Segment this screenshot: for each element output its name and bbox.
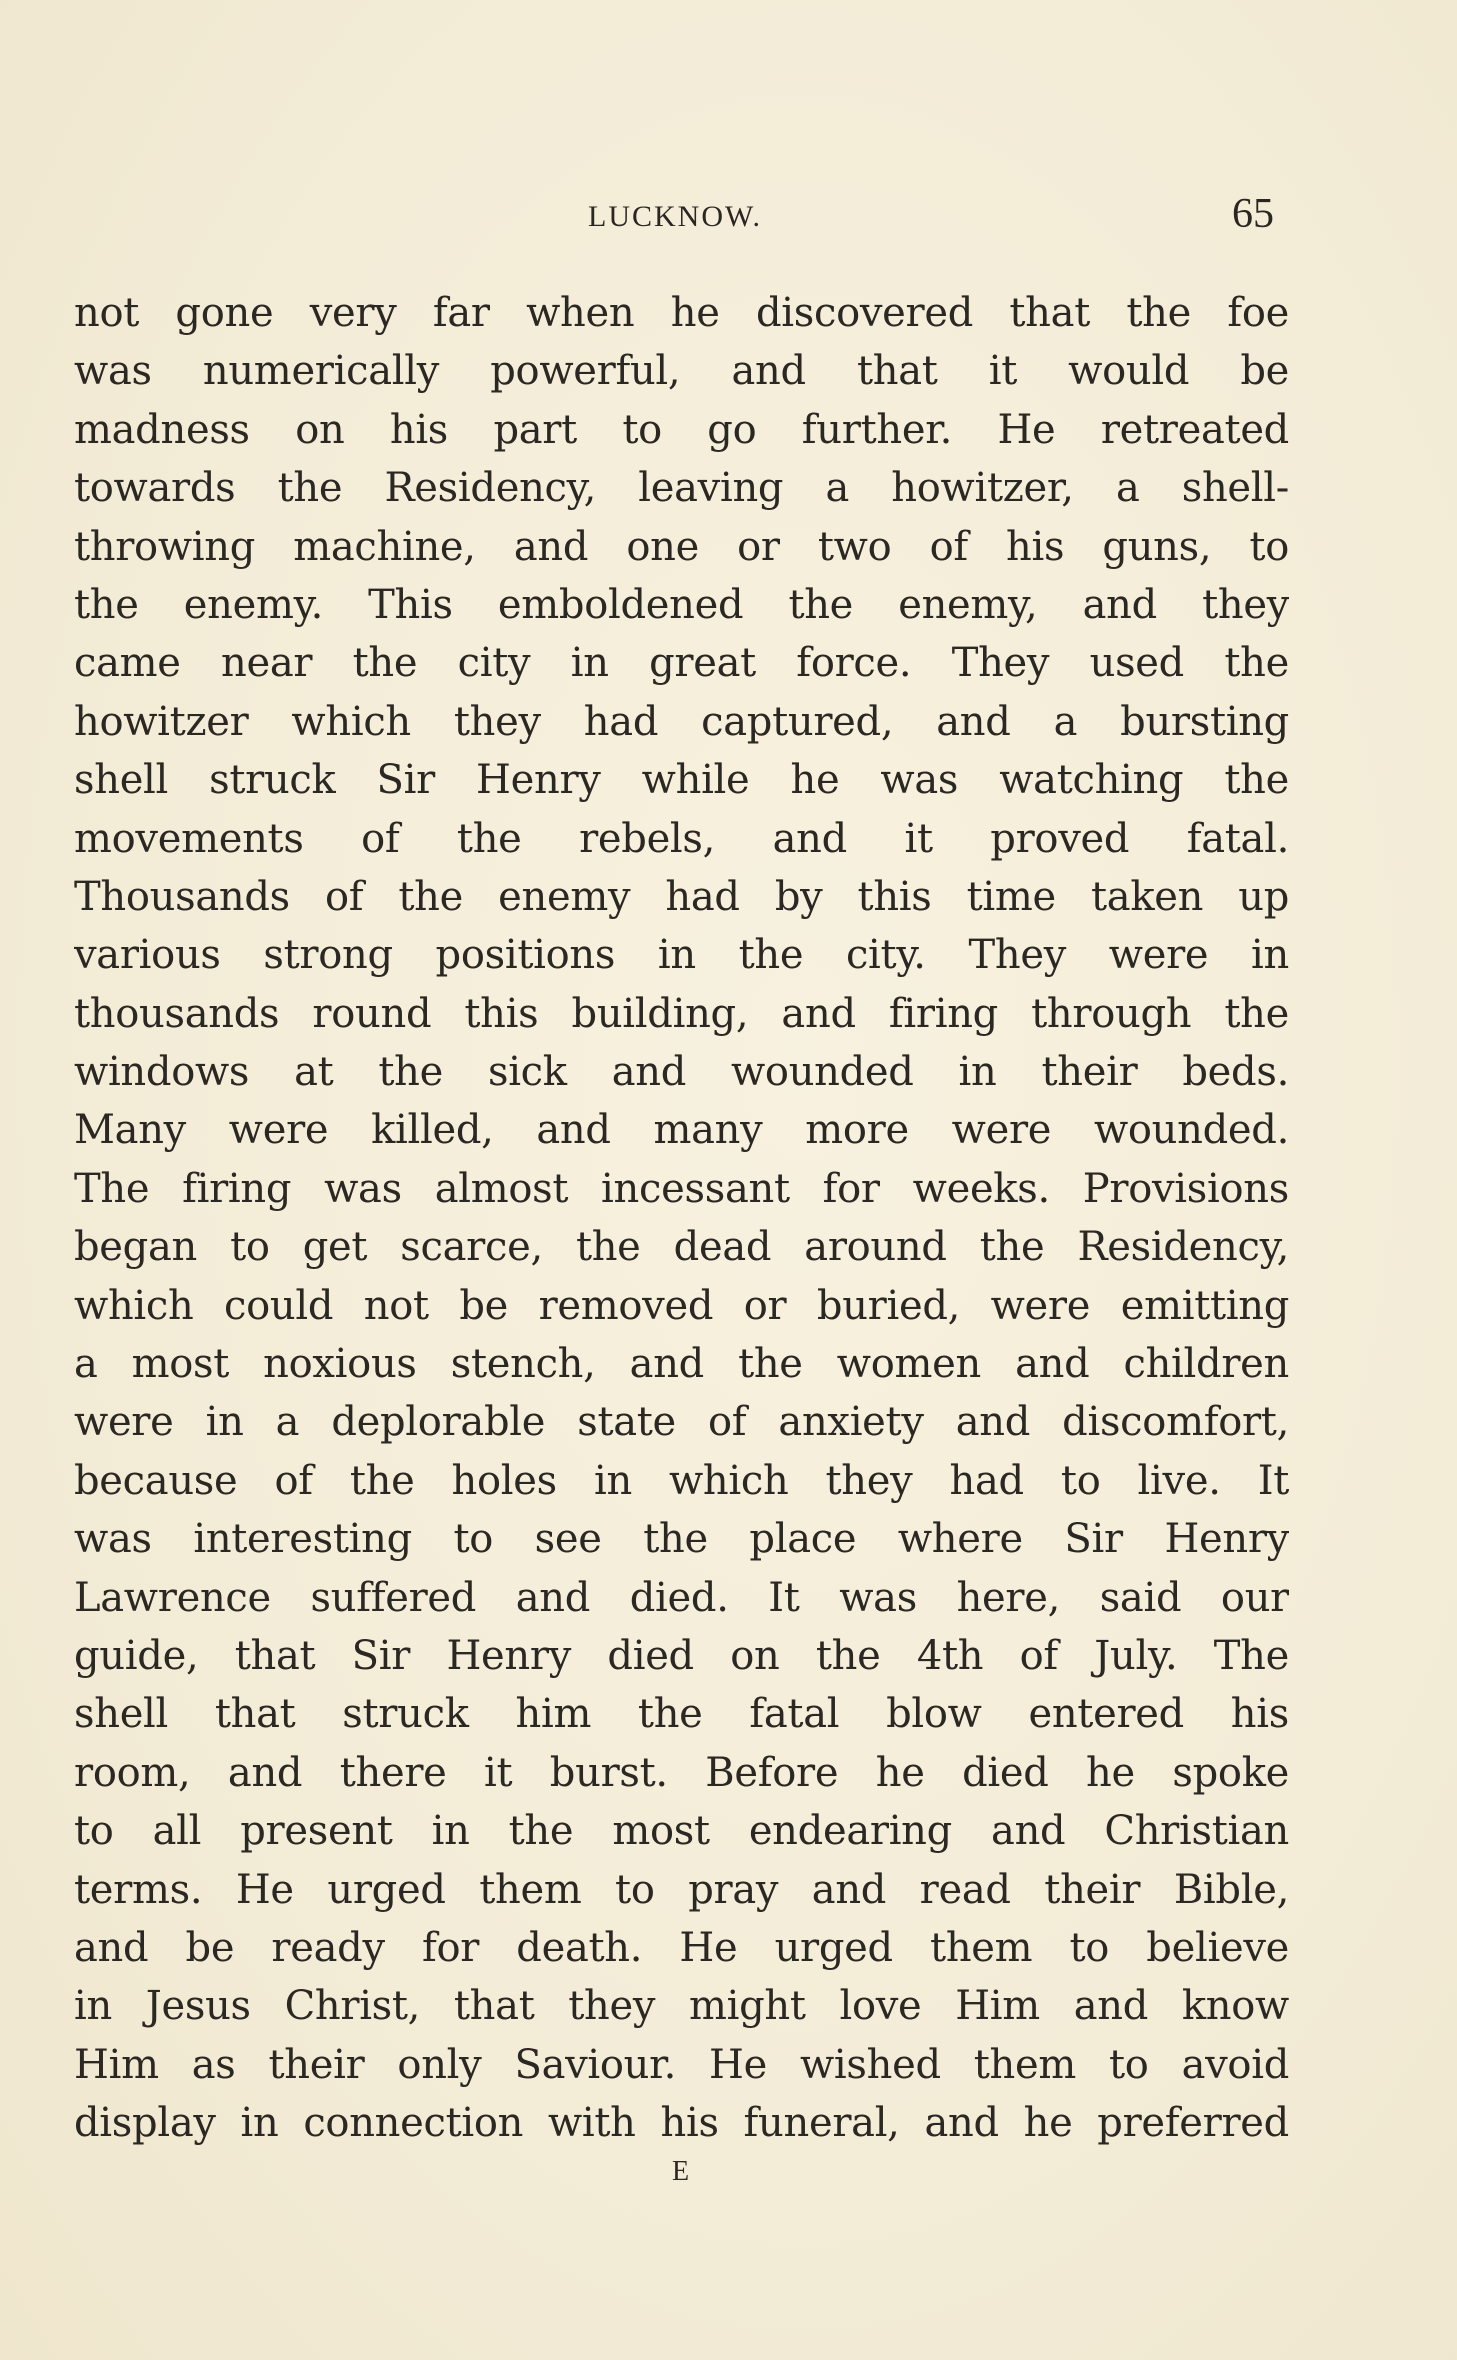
signature-mark: E [671,2156,691,2187]
text-line: Many were killed, and many more were wounded. [74,1107,1289,1154]
text-line: began to get scarce, the dead around the Residency, [74,1224,1289,1271]
text-line: room, and there it burst. Before he died he spoke [74,1749,1289,1796]
text-line: the enemy. This emboldened the enemy, and they [74,581,1289,628]
text-line: were in a deplorable state of anxiety and discomfort, [74,1399,1289,1446]
text-line: was numerically powerful, and that it would be [74,348,1289,395]
running-head-title: LUCKNOW. [588,200,763,233]
text-line: various strong positions in the city. They were in [74,932,1289,979]
text-line: throwing machine, and one or two of his guns, to [74,523,1289,570]
text-line: guide, that Sir Henry died on the 4th of July. The [74,1632,1289,1679]
text-line: movements of the rebels, and it proved fatal. [74,815,1289,862]
text-line: was interesting to see the place where Sir Henry [74,1516,1289,1563]
text-line: towards the Residency, leaving a howitzer, a shell- [74,465,1289,512]
text-line: windows at the sick and wounded in their beds. [74,1049,1289,1096]
running-head [0,190,1457,250]
text-line: and be ready for death. He urged them to believe [74,1924,1289,1971]
text-line: a most noxious stench, and the women and children [74,1341,1289,1388]
text-line: Thousands of the enemy had by this time taken up [74,873,1289,920]
text-line: The firing was almost incessant for weeks. Provisions [74,1165,1289,1212]
text-line: thousands round this building, and firing through the [74,990,1289,1037]
text-line: Lawrence suffered and died. It was here, said our [74,1574,1289,1621]
text-line: to all present in the most endearing and Christian [74,1808,1289,1855]
text-line: madness on his part to go further. He retreated [74,406,1289,453]
text-line: not gone very far when he discovered that the foe [74,290,1289,336]
text-line: howitzer which they had captured, and a bursting [74,698,1289,745]
text-line: in Jesus Christ, that they might love Him and know [74,1983,1289,2030]
text-line: shell struck Sir Henry while he was watching the [74,757,1289,804]
text-line: display in connection with his funeral, and he preferred [74,2100,1289,2147]
text-line: which could not be removed or buried, were emitting [74,1282,1289,1329]
text-line: terms. He urged them to pray and read their Bible, [74,1866,1289,1913]
text-line: because of the holes in which they had to live. It [74,1457,1289,1504]
text-line: shell that struck him the fatal blow entered his [74,1691,1289,1738]
text-line: came near the city in great force. They used the [74,640,1289,687]
page-number: 65 [1232,191,1274,237]
body-text [74,284,1289,2153]
text-line: Him as their only Saviour. He wished them to avoid [74,2041,1289,2088]
